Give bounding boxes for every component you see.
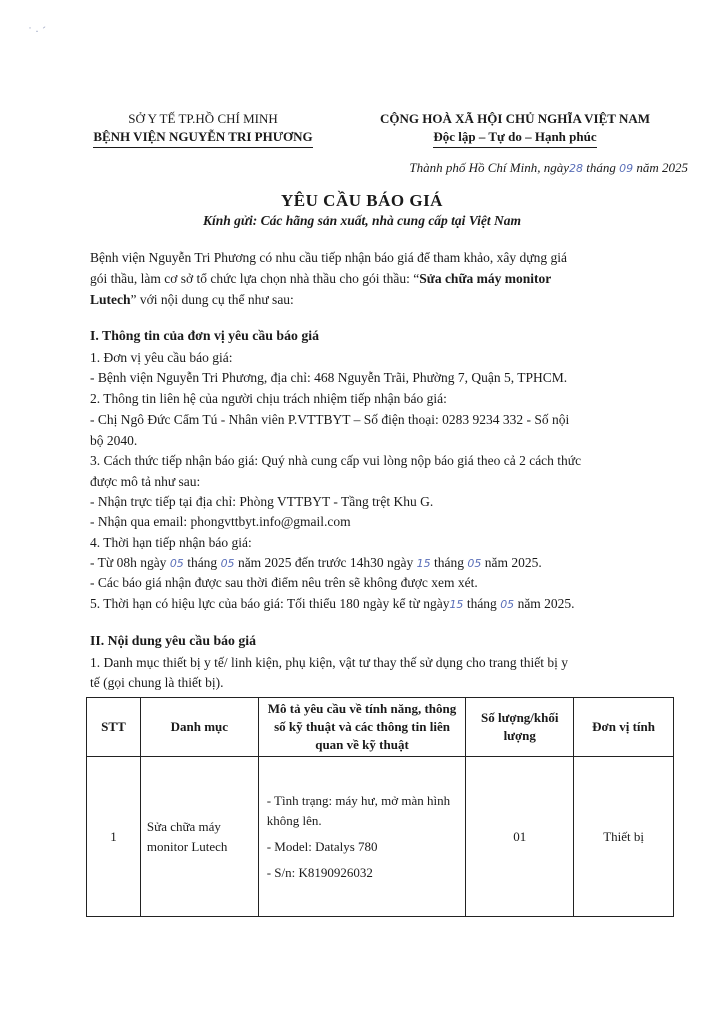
validity-month-label: tháng — [466, 596, 497, 611]
spec-serial: - S/n: K8190926032 — [266, 864, 373, 880]
header-unit: Đơn vị tính — [574, 698, 674, 757]
document-recipient: Kính gửi: Các hãng sản xuất, nhà cung cấp tại Việt Nam — [203, 213, 521, 228]
package-name-part1: Sửa chữa máy monitor — [419, 271, 552, 286]
national-motto-block — [360, 110, 670, 148]
document-date — [409, 160, 688, 176]
issuer-block — [78, 110, 328, 148]
date-prefix: Thành phố Hồ Chí Minh, ngày — [409, 160, 569, 175]
intro-tail: ” với nội dung cụ thể như sau: — [130, 292, 294, 307]
intro-line-3 — [90, 290, 294, 310]
s1-line-5: bộ 2040. — [90, 433, 138, 448]
s2-line-1: 1. Danh mục thiết bị y tế/ linh kiện, phụ kiện, vật tư thay thế sử dụng cho trang thiết bị y — [90, 655, 569, 670]
spec-status: - Tình trạng: máy hư, mở màn hình không lên. — [266, 792, 451, 828]
table-row — [87, 757, 674, 917]
intro-line-2 — [90, 269, 551, 289]
s1-line-8: - Nhận trực tiếp tại địa chỉ: Phòng VTTBYT - Tầng trệt Khu G. — [90, 494, 434, 509]
deadline-from-month-label: tháng — [187, 555, 218, 570]
table-header-row — [87, 698, 674, 757]
header-spec: Mô tả yêu cầu về tính năng, thông số kỹ thuật và các thông tin liên quan về kỹ thuật — [258, 698, 466, 757]
s2-line-2: tế (gọi chung là thiết bị). — [90, 675, 224, 690]
deadline-to-day-handwritten: 15 — [416, 557, 431, 570]
deadline-to-prefix: năm 2025 đến trước 14h30 ngày — [237, 555, 414, 570]
s1-line-7: được mô tả như sau: — [90, 474, 201, 489]
document-title: YÊU CẦU BÁO GIÁ — [281, 191, 443, 210]
s1-line-10: 4. Thời hạn tiếp nhận báo giá: — [90, 535, 252, 550]
deadline-from-month-handwritten: 05 — [220, 557, 235, 570]
issuer-hospital-name: BỆNH VIỆN NGUYỄN TRI PHƯƠNG — [93, 128, 312, 148]
validity-year: năm 2025. — [517, 596, 575, 611]
s1-line-9: - Nhận qua email: phongvttbyt.info@gmail.com — [90, 514, 351, 529]
s1-line-3: 2. Thông tin liên hệ của người chịu trách nhiệm tiếp nhận báo giá: — [90, 391, 447, 406]
section-2-heading: II. Nội dung yêu cầu báo giá — [90, 633, 256, 648]
validity-prefix: 5. Thời hạn có hiệu lực của báo giá: Tối thiểu 180 ngày kể từ ngày — [90, 596, 450, 611]
deadline-to-month-label: tháng — [433, 555, 464, 570]
header-item: Danh mục — [140, 698, 258, 757]
validity-day-handwritten: 15 — [449, 598, 464, 611]
margin-scribble: ˙ · ˊ — [28, 24, 46, 38]
national-motto-text: Độc lập – Tự do – Hạnh phúc — [433, 128, 596, 148]
s1-line-6: 3. Cách thức tiếp nhận báo giá: Quý nhà cung cấp vui lòng nộp báo giá theo cả 2 cách thức — [90, 453, 582, 468]
header-stt: STT — [87, 698, 141, 757]
issuer-department: SỞ Y TẾ TP.HỒ CHÍ MINH — [128, 111, 278, 126]
deadline-to-month-handwritten: 05 — [467, 557, 482, 570]
national-motto — [360, 128, 670, 148]
national-title: CỘNG HOÀ XÃ HỘI CHỦ NGHĨA VIỆT NAM — [379, 111, 651, 126]
s1-line-4: - Chị Ngô Đức Cẩm Tú - Nhân viên P.VTTBYT – Số điện thoại: 0283 9234 332 - Số nội — [90, 412, 570, 427]
intro-line-1: Bệnh viện Nguyễn Tri Phương có nhu cầu tiếp nhận báo giá để tham khảo, xây dựng giá — [90, 250, 567, 265]
section-1-heading: I. Thông tin của đơn vị yêu cầu báo giá — [90, 328, 319, 343]
issuer-hospital — [78, 128, 328, 148]
cell-item: Sửa chữa máy monitor Lutech — [140, 757, 258, 917]
date-year-label: năm 2025 — [636, 160, 688, 175]
s1-line-11 — [90, 553, 542, 574]
s1-line-1: 1. Đơn vị yêu cầu báo giá: — [90, 350, 233, 365]
deadline-from-day-handwritten: 05 — [169, 557, 184, 570]
deadline-from-prefix: - Từ 08h ngày — [90, 555, 167, 570]
s1-line-12: - Các báo giá nhận được sau thời điểm nêu trên sẽ không được xem xét. — [90, 575, 478, 590]
cell-spec — [258, 757, 466, 917]
spec-model: - Model: Datalys 780 — [266, 838, 378, 854]
date-day-handwritten: 28 — [568, 162, 583, 175]
cell-unit: Thiết bị — [574, 757, 674, 917]
s1-line-13 — [90, 594, 575, 615]
cell-stt: 1 — [87, 757, 141, 917]
s1-line-2: - Bệnh viện Nguyễn Tri Phương, địa chỉ: 468 Nguyễn Trãi, Phường 7, Quận 5, TPHCM. — [90, 370, 568, 385]
header-qty: Số lượng/khối lượng — [466, 698, 574, 757]
package-name-part2: Lutech — [90, 292, 131, 307]
date-month-handwritten: 09 — [619, 162, 634, 175]
deadline-to-year: năm 2025. — [484, 555, 542, 570]
validity-month-handwritten: 05 — [500, 598, 515, 611]
intro-text: gói thầu, làm cơ sở tổ chức lựa chọn nhà thầu cho gói thầu: “ — [90, 271, 420, 286]
date-month-label: tháng — [586, 160, 616, 175]
quote-request-table — [86, 697, 674, 917]
cell-qty: 01 — [466, 757, 574, 917]
